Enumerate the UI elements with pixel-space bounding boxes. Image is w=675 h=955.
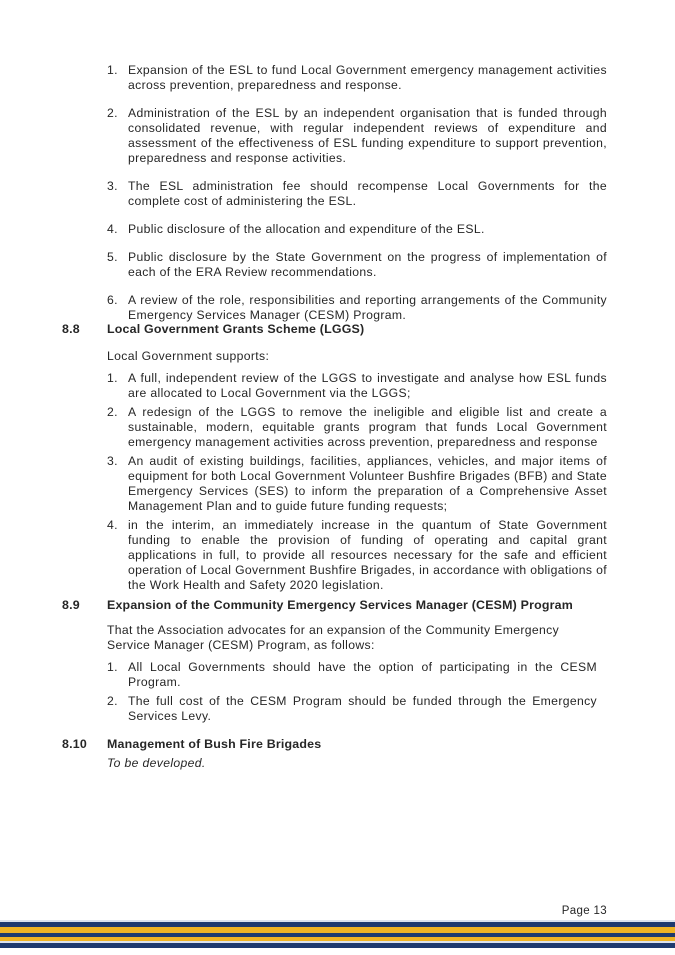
list-item <box>107 222 607 237</box>
list-text: The full cost of the CESM Program should be funded through the Emergency Services Levy. <box>128 694 597 723</box>
list-item <box>107 371 607 401</box>
list-number: 1. <box>107 371 118 385</box>
list-text: Expansion of the ESL to fund Local Government emergency management activities across prevention, preparedness and response. <box>128 63 607 92</box>
list-item <box>107 106 607 166</box>
list-text: All Local Governments should have the option of participating in the CESM Program. <box>128 660 597 689</box>
section-number: 8.9 <box>62 598 80 612</box>
list-text: in the interim, an immediately increase in the quantum of State Government funding to enable the provision of funding of operating and capital grant applications in full, to provide all resources necessary for the safe and efficient operation of Local Government Bushfire Brigades, in accordance with obligations of the Work Health and Safety 2020 legislation. <box>128 518 607 592</box>
list-text: An audit of existing buildings, facilities, appliances, vehicles, and major items of equipment for both Local Government Volunteer Bushfire Brigades (BFB) and State Emergency Services (SES) to inform the preparation of a Comprehensive Asset Management Plan and to guide future funding requests; <box>128 454 607 513</box>
list-number: 1. <box>107 63 118 77</box>
list-item <box>107 179 607 209</box>
section-number: 8.10 <box>62 737 87 751</box>
list-item <box>107 694 597 724</box>
cesm-list <box>107 660 597 728</box>
list-number: 2. <box>107 106 118 120</box>
recommendations-list <box>107 63 607 336</box>
footer-stripe-navy-3 <box>0 943 675 948</box>
list-item <box>107 454 607 514</box>
page-number: Page 13 <box>561 905 607 917</box>
lggs-list <box>107 371 607 597</box>
list-number: 6. <box>107 293 118 307</box>
list-item <box>107 293 607 323</box>
list-number: 1. <box>107 660 118 674</box>
section-title: Local Government Grants Scheme (LGGS) <box>107 322 365 336</box>
list-text: A full, independent review of the LGGS to investigate and analyse how ESL funds are allocated to Local Government via the LGGS; <box>128 371 607 400</box>
list-number: 5. <box>107 250 118 264</box>
section-note: To be developed. <box>107 756 206 770</box>
list-text: Public disclosure of the allocation and expenditure of the ESL. <box>128 222 485 236</box>
list-number: 4. <box>107 222 118 236</box>
list-number: 2. <box>107 694 118 708</box>
list-text: A redesign of the LGGS to remove the ineligible and eligible list and create a sustainable, modern, equitable grants program that funds Local Government emergency management activities across prevention, preparedness and response <box>128 405 607 449</box>
section-title: Management of Bush Fire Brigades <box>107 737 322 751</box>
list-text: A review of the role, responsibilities and reporting arrangements of the Community Emergency Services Manager (CESM) Program. <box>128 293 607 322</box>
list-item <box>107 660 597 690</box>
list-number: 4. <box>107 518 118 532</box>
list-item <box>107 405 607 450</box>
list-item <box>107 250 607 280</box>
list-text: Public disclosure by the State Government on the progress of implementation of each of the ERA Review recommendations. <box>128 250 607 279</box>
section-intro: That the Association advocates for an expansion of the Community Emergency Service Manager (CESM) Program, as follows: <box>107 623 560 652</box>
list-item <box>107 63 607 93</box>
list-number: 3. <box>107 179 118 193</box>
section-title: Expansion of the Community Emergency Services Manager (CESM) Program <box>107 598 573 612</box>
section-intro: Local Government supports: <box>107 349 270 363</box>
list-number: 2. <box>107 405 118 419</box>
list-number: 3. <box>107 454 118 468</box>
list-text: Administration of the ESL by an independent organisation that is funded through consolidated revenue, with regular independent reviews of expenditure and assessment of the effectiveness of ESL funding expenditure to support prevention, preparedness and response activities. <box>128 106 607 165</box>
list-item <box>107 518 607 593</box>
section-number: 8.8 <box>62 322 80 336</box>
list-text: The ESL administration fee should recompense Local Governments for the complete cost of administering the ESL. <box>128 179 607 208</box>
